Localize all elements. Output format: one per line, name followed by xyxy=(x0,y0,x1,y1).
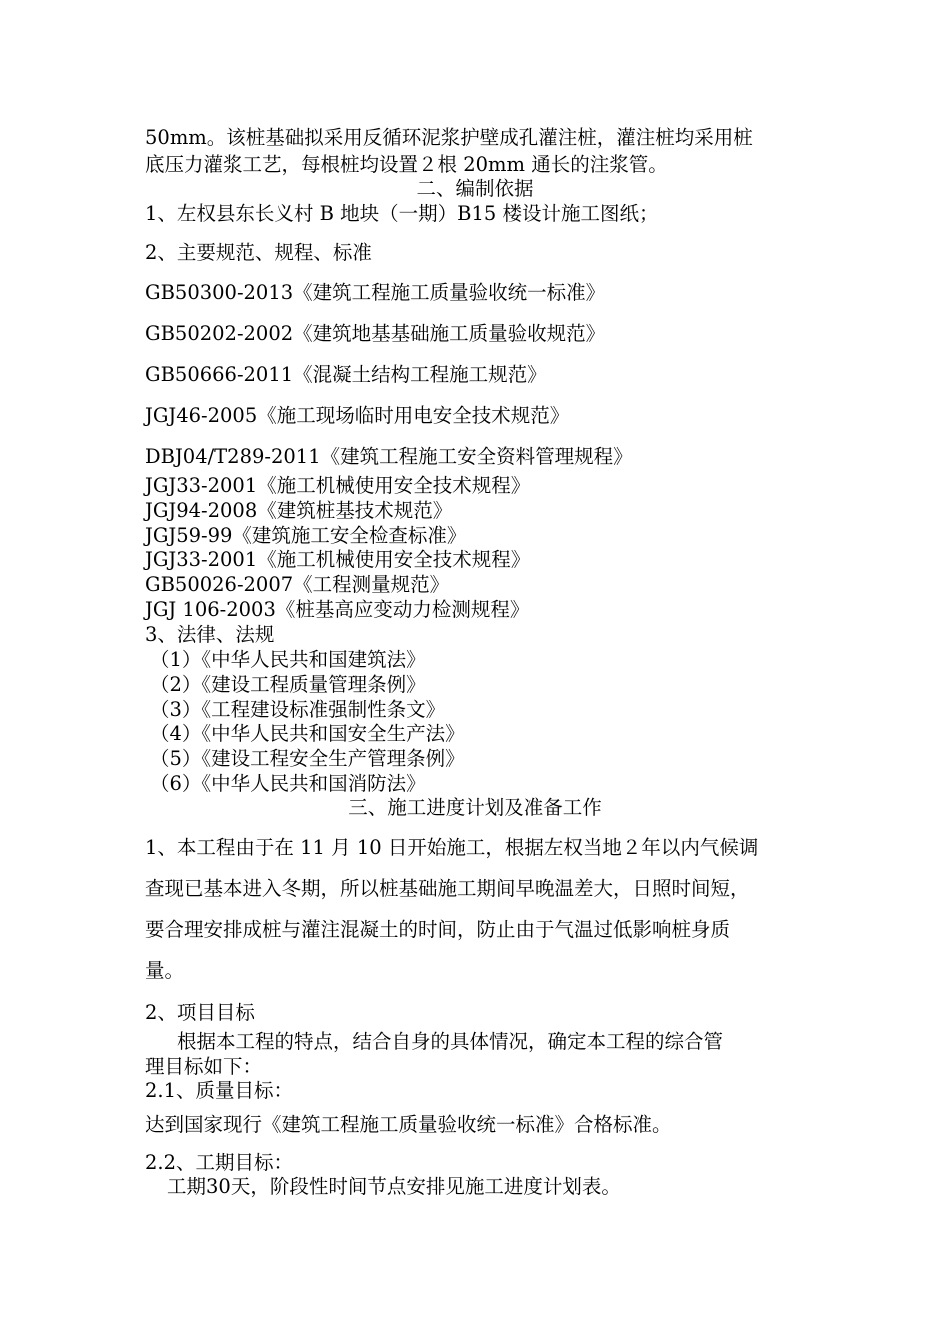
standard-item: GB50300-2013《建筑工程施工质量验收统一标准》 xyxy=(145,281,606,304)
standard-item: JGJ94-2008《建筑桩基技术规范》 xyxy=(145,499,453,522)
law-item: （3）《工程建设标准强制性条文》 xyxy=(150,698,446,721)
schedule-goal-text: 工期30天，阶段性时间节点安排见施工进度计划表。 xyxy=(167,1175,621,1198)
schedule-para-line: 1、本工程由于在 11 月 10 日开始施工，根据左权当地２年以内气候调 xyxy=(145,836,759,859)
goal-intro-line: 根据本工程的特点，结合自身的具体情况，确定本工程的综合管 xyxy=(177,1030,724,1053)
standard-item: JGJ33-2001《施工机械使用安全技术规程》 xyxy=(145,474,531,497)
standard-item: GB50202-2002《建筑地基基础施工质量验收规范》 xyxy=(145,322,606,345)
standard-item: JGJ59-99《建筑施工安全检查标准》 xyxy=(145,524,467,547)
section-3-heading: 三、施工进度计划及准备工作 xyxy=(348,796,602,819)
law-item: （2）《建设工程质量管理条例》 xyxy=(150,673,426,696)
law-item: （5）《建设工程安全生产管理条例》 xyxy=(150,747,465,770)
section-2-heading: 二、编制依据 xyxy=(416,177,534,200)
standard-item: GB50666-2011《混凝土结构工程施工规范》 xyxy=(145,363,547,386)
project-goal-heading: 2、项目目标 xyxy=(145,1001,255,1024)
standard-item: GB50026-2007《工程测量规范》 xyxy=(145,573,450,596)
schedule-goal-label: 2.2、工期目标： xyxy=(145,1151,294,1174)
basis-item-2: 2、主要规范、规程、标准 xyxy=(145,241,372,264)
intro-line-1: 50mm。该桩基础拟采用反循环泥浆护壁成孔灌注桩，灌注桩均采用桩 xyxy=(145,126,753,149)
quality-goal-label: 2.1、质量目标： xyxy=(145,1079,294,1102)
law-item: （6）《中华人民共和国消防法》 xyxy=(150,772,426,795)
law-item: （1）《中华人民共和国建筑法》 xyxy=(150,648,426,671)
schedule-para-line: 查现已基本进入冬期，所以桩基础施工期间早晚温差大，日照时间短， xyxy=(145,877,750,900)
goal-intro-line: 理目标如下： xyxy=(145,1055,263,1078)
standard-item: JGJ33-2001《施工机械使用安全技术规程》 xyxy=(145,548,531,571)
schedule-para-line: 要合理安排成桩与灌注混凝土的时间，防止由于气温过低影响桩身质 xyxy=(145,918,731,941)
schedule-para-line: 量。 xyxy=(145,959,185,982)
quality-goal-text: 达到国家现行《建筑工程施工质量验收统一标准》合格标准。 xyxy=(145,1113,672,1136)
basis-item-3: 3、法律、法规 xyxy=(145,623,275,646)
law-item: （4）《中华人民共和国安全生产法》 xyxy=(150,722,465,745)
basis-item-1: 1、左权县东长义村 B 地块（一期）B15 楼设计施工图纸； xyxy=(145,202,659,225)
standard-item: JGJ 106-2003《桩基高应变动力检测规程》 xyxy=(145,598,530,621)
standard-item: DBJ04/T289-2011《建筑工程施工安全资料管理规程》 xyxy=(145,445,633,468)
intro-line-2: 底压力灌浆工艺，每根桩均设置２根 20mm 通长的注浆管。 xyxy=(145,153,668,176)
standard-item: JGJ46-2005《施工现场临时用电安全技术规范》 xyxy=(145,404,570,427)
